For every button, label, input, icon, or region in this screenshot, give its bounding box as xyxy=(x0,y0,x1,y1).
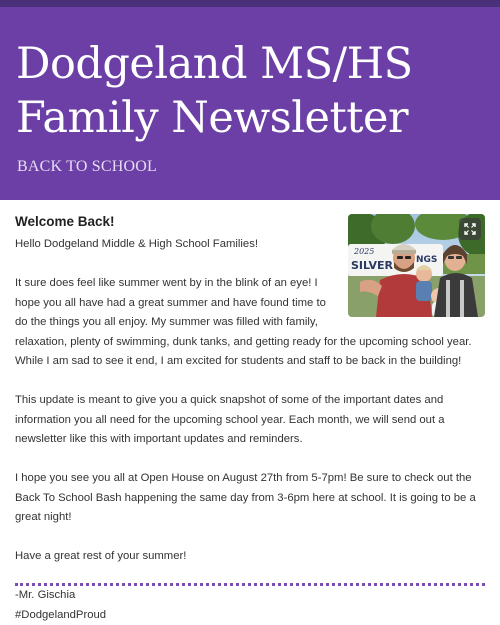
svg-text:NGS: NGS xyxy=(416,255,437,265)
paragraph-intro: It sure does feel like summer went by in the blink of an eye! I hope you all have had a great summer and have found time to do the things you all enjoy. My summer was filled with family, relaxation, plenty of swimming, dunk tanks, and getting ready for the upcoming school year. While I am sad to see it end, I am excited for students and staff to be back in the building! xyxy=(15,274,485,372)
expand-photo-button[interactable] xyxy=(459,218,481,240)
section-divider xyxy=(15,583,485,586)
sign-year: 2025 xyxy=(353,247,374,256)
newsletter-header xyxy=(0,7,500,200)
paragraph-open-house: I hope you see you all at Open House on August 27th from 5-7pm! Be sure to check out the Back To School Bash happening the same day from 3-6pm here at school. It is going to be a great night! xyxy=(15,469,485,528)
newsletter-subtitle: BACK TO SCHOOL xyxy=(17,157,157,177)
article-body xyxy=(15,214,485,625)
newsletter-title xyxy=(16,37,491,145)
article-heading: Welcome Back! xyxy=(15,214,485,230)
paragraph-update: This update is meant to give you a quick snapshot of some of the important dates and information you all need for the upcoming school year. Each month, we will send out a newsletter like this with important updates and reminders. xyxy=(15,391,485,450)
title-line-1: Dodgeland MS/HS xyxy=(16,39,413,89)
greeting-text: Hello Dodgeland Middle & High School Families! xyxy=(15,235,485,255)
sign-name: SILVER xyxy=(351,259,394,272)
paragraph-closing: Have a great rest of your summer! xyxy=(15,547,485,567)
title-line-2: Family Newsletter xyxy=(16,93,408,143)
expand-icon xyxy=(464,223,476,235)
family-photo[interactable] xyxy=(348,214,485,317)
top-strip xyxy=(0,0,500,7)
signature-hashtag: #DodgelandProud xyxy=(15,606,485,625)
signature-name: -Mr. Gischia xyxy=(15,586,485,606)
